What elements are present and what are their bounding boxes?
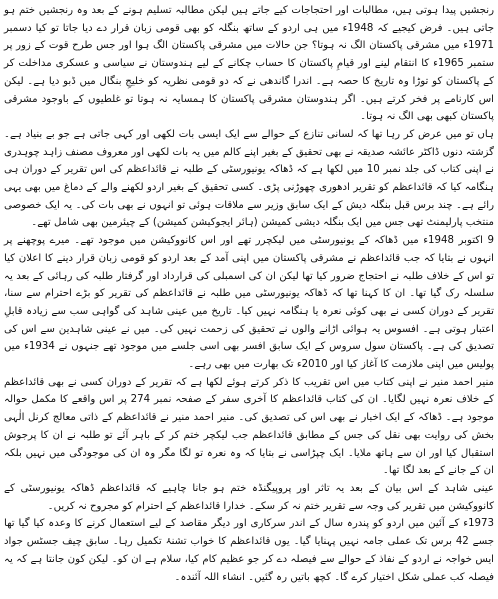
article-paragraph-3: 9 اکتوبر 1948ء میں ڈھاکہ کے یونیورسٹی میں لیکچرر تھے اور اس کانووکیشن میں موجود تھے۔ میرے پوچھنے پر انہوں نے بتایا کہ جب قائداعظم نے مشرقی پاکستان میں اپنی آمد کے بعد اردو کو قومی زبان قرار دینے کا اعلان کیا تو اس کے خلاف طلبہ نے احتجاج ضرور کیا تھا لیکن ان کی اسمبلی کی قرارداد اور گرفتار طلبہ کی رہائی کے بعد یہ سلسلہ رک گیا تھا۔ ان کا کہنا تھا کہ ڈھاکہ یونیورسٹی میں طلبہ نے قائداعظم کی تقریر کو بڑے احترام سے سنا، تقریر کے دوران کسی نے بھی کوئی نعرہ یا ہنگامہ نہیں کیا۔ تاریخ میں عینی شاہد کی گواہی سب سے زیادہ قابلِ اعتبار ہوتی ہے۔ افسوس یہ ہوائی اڑانے والوں نے تحقیق کی زحمت نہیں کی۔ میں نے عینی شاہدین سے اس کی تصدیق کی ہے۔ پاکستان سول سروس کے ایک سابق افسر بھی اسی جلسے میں موجود تھے جنہوں نے 1934ء میں پولیس میں اپنی ملازمت کا آغاز کیا اور 2010ء تک بھارت میں بھی رہے۔ — [4, 235, 494, 371]
article-paragraph-5: عینی شاہد کے اس بیان کے بعد یہ تاثر اور پروپیگنڈہ ختم ہو جانا چاہیے کہ قائداعظم ڈھاکہ یونیورسٹی کے کانووکیشن میں تقریر کی وجہ سے تقریر ختم نہ کر سکے۔ خدارا قائداعظم کے احترام کو مجروح نہ کریں۔ — [4, 482, 494, 512]
article-paragraph-4: منیر احمد منیر نے اپنی کتاب میں اس تقریب کا ذکر کرتے ہوئے لکھا ہے کہ تقریر کے دوران کسی نے بھی قائداعظم کے خلاف نعرہ نہیں لگایا۔ ان کی کتاب قائداعظم کا آخری سفر کے صفحہ نمبر 274 پر اس واقعے کا مکمل حوالہ موجود ہے۔ ڈھاکہ کے ایک اخبار نے بھی اس کی تصدیق کی۔ منیر احمد منیر نے قائداعظم کے ذاتی معالج کرنل الٰہی بخش کی روایت بھی نقل کی جس کے مطابق قائداعظم جب لیکچر ختم کر کے باہر آئے تو طلبہ نے ان کا پرجوش استقبال کیا اور ان سے ہاتھ ملایا۔ ایک چپڑاسی نے بتایا کہ وہ نعرہ تو لگا مگر وہ ان کی موجودگی میں نہیں بلکہ ان کے جانے کے بعد لگا تھا۔ — [4, 376, 494, 477]
article-paragraph-2: ہاں تو میں عرض کر رہا تھا کہ لسانی تنازع کے حوالے سے ایک ایسی بات لکھی اور کہی جاتی ہے جو بے بنیاد ہے۔ گزشتہ دنوں ڈاکٹر عائشہ صدیقہ نے بھی تحقیق کے بغیر اپنے کالم میں یہ بات لکھی اور معروف مصنف زاہد چوہدری نے اپنی کتاب کی جلد نمبر 10 میں لکھا ہے کہ ڈھاکہ یونیورسٹی کے طلبہ نے قائداعظم کی اس تقریر کے دوران ہی ہنگامہ کیا کہ قائداعظم کو تقریر ادھوری چھوڑنی پڑی۔ کسی تحقیق کے بغیر اردو لکھنے والے کے دماغ میں بھی یہی رائے ہے۔ چند برس قبل بنگلہ دیش کے ایک سابق وزیر سے ملاقات ہوئی تو انہوں نے بھی بات کی۔ یہ ایک خصوصی منتخب پارلیمنٹ تھی جس میں ایک بنگلہ دیشی کمیشن (ہائر ایجوکیشن کمیشن) کے چیئرمین بھی شامل تھے۔ — [4, 128, 494, 229]
urdu-article-body — [4, 2, 494, 586]
article-paragraph-1: رنجشیں پیدا ہوتی ہیں، مطالبات اور احتجاجات کیے جاتے ہیں لیکن مطالبہ تسلیم ہونے کے بعد وہ رنجشیں ختم ہو جاتی ہیں۔ فرض کیجیے کہ 1948ء میں ہی اردو کے ساتھ بنگلہ کو بھی قومی زبان قرار دے دیا جاتا تو کیا دسمبر 1971ء میں مشرقی پاکستان الگ نہ ہوتا؟ جن حالات میں مشرقی پاکستان الگ ہوا اور جس طرح قوت کے زور پر ستمبر 1965ء کا انتقام لینے اور قیامِ پاکستان کا حساب چکانے کے لیے ہندوستان نے سیاسی و عسکری مداخلت کر کے پاکستان کو توڑا وہ تاریخ کا حصہ ہے۔ اندرا گاندھی نے کہ دو قومی نظریہ کو خلیجِ بنگال میں ڈبو دیا ہے۔ لیکن اس کارنامے پر فخر کرتے ہیں۔ اگر ہندوستان مشرقی پاکستان کا ہمسایہ نہ ہوتا تو غلطیوں کے باوجود مشرقی پاکستان کبھی بھی الگ نہ ہوتا۔ — [4, 5, 495, 123]
article-paragraph-6: 1973ء کے آئین میں اردو کو پندرہ سال کے اندر سرکاری اور دیگر مقاصد کے لیے استعمال کرنے کا وعدہ کیا گیا تھا جسے 42 برس تک عملی جامہ نہیں پہنایا گیا۔ یوں قائداعظم کا خواب تشنۂ تکمیل رہا۔ سابق چیف جسٹس جواد ایس خواجہ نے اردو کے نفاذ کے حوالے سے فیصلہ دے کر جو عظیم کام کیا، سلام ہے ان کو۔ لیکن کون جانتا ہے کہ یہ فیصلہ کب عملی شکل اختیار کرے گا۔ کچھ باتیں رہ گئیں۔ انشاء اللہ آئندہ۔ — [4, 518, 495, 583]
